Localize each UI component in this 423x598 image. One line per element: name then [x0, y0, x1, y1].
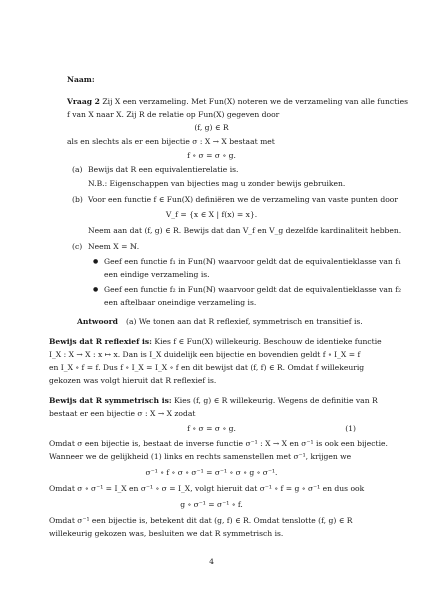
naam-label: Naam: [67, 75, 95, 84]
symmetric-line-3: Omdat σ een bijectie is, bestaat de inverse functie σ⁻¹ : X → X en σ⁻¹ is ook een bijectie. [49, 439, 388, 448]
answer-intro: (a) We tonen aan dat R reflexief, symmetrisch en transitief is. [126, 317, 363, 326]
question-intro-2: f van X naar X. Zij R de relatie op Fun(X) gegeven door [67, 110, 280, 119]
answer-label: Antwoord [77, 317, 118, 326]
part-b-text-2: Neem aan dat (f, g) ∈ R. Bewijs dat dan V_f en V_g dezelfde kardinaliteit hebben. [88, 226, 402, 235]
equation-1-number: (1) [345, 424, 356, 433]
symmetric-line-1 [49, 397, 423, 405]
symmetric-line-4: Wanneer we de gelijkheid (1) links en rechts samenstellen met σ⁻¹, krijgen we [49, 452, 352, 461]
reflexive-line-1 [49, 338, 423, 346]
equation-2: σ⁻¹ ∘ f ∘ σ ∘ σ⁻¹ = σ⁻¹ ∘ σ ∘ g ∘ σ⁻¹. [145, 468, 278, 477]
equation-1: f ∘ σ = σ ∘ g. [187, 424, 236, 433]
question-title: Vraag 2 [67, 97, 100, 106]
part-c-bullet-2b: een aftelbaar oneindige verzameling is. [104, 298, 257, 307]
part-a-text: Bewijs dat R een equivalentierelatie is. [88, 165, 239, 174]
symmetric-line-5: Omdat σ ∘ σ⁻¹ = I_X en σ⁻¹ ∘ σ = I_X, volgt hieruit dat σ⁻¹ ∘ f = g ∘ σ⁻¹ en dus ook [49, 484, 365, 493]
bullet-icon: ● [93, 258, 99, 265]
symmetric-text-1: Kies (f, g) ∈ R willekeurig. Wegens de definitie van R [174, 396, 378, 405]
part-c-label: (c) [72, 242, 83, 251]
reflexive-text-1: Kies f ∈ Fun(X) willekeurig. Beschouw de identieke functie [154, 337, 382, 346]
bullet-icon: ● [93, 286, 99, 293]
symmetric-heading: Bewijs dat R symmetrisch is: [49, 396, 172, 405]
symmetric-line-2: bestaat er een bijectie σ : X → X zodat [49, 409, 196, 418]
reflexive-heading: Bewijs dat R reflexief is: [49, 337, 152, 346]
relation-formula: (f, g) ∈ R [194, 123, 229, 132]
reflexive-line-2: I_X : X → X : x ↦ x. Dan is I_X duidelijk een bijectie en bovendien geldt f ∘ I_X = f [49, 350, 361, 359]
question-intro-1: Zij X een verzameling. Met Fun(X) noteren we de verzameling van alle functies [102, 97, 408, 106]
reflexive-line-3: en I_X ∘ f = f. Dus f ∘ I_X = I_X ∘ f en dit bewijst dat (f, f) ∈ R. Omdat f willekeurig [49, 363, 365, 372]
part-b-formula: V_f = {x ∈ X | f(x) = x}. [165, 210, 258, 219]
page-number: 4 [209, 557, 214, 566]
part-a-note: N.B.: Eigenschappen van bijecties mag u zonder bewijs gebruiken. [88, 179, 346, 188]
symmetric-line-6: Omdat σ⁻¹ een bijectie is, betekent dit dat (g, f) ∈ R. Omdat tenslotte (f, g) ∈ R [49, 516, 353, 525]
question-intro-line-1 [67, 98, 423, 106]
condition-formula: f ∘ σ = σ ∘ g. [187, 151, 236, 160]
part-b-label: (b) [72, 195, 83, 204]
part-c-bullet-1b: een eindige verzameling is. [104, 270, 210, 279]
reflexive-line-4: gekozen was volgt hieruit dat R reflexief is. [49, 376, 217, 385]
part-b-text: Voor een functie f ∈ Fun(X) definiëren we de verzameling van vaste punten door [88, 195, 398, 204]
part-c-bullet-1a: Geef een functie f₁ in Fun(ℕ) waarvoor geldt dat de equivalentieklasse van f₁ [104, 257, 402, 266]
equation-3: g ∘ σ⁻¹ = σ⁻¹ ∘ f. [180, 500, 243, 509]
part-a-label: (a) [72, 165, 83, 174]
part-c-text: Neem X = ℕ. [88, 242, 140, 251]
condition-text: als en slechts als er een bijectie σ : X → X bestaat met [67, 137, 275, 146]
symmetric-line-7: willekeurig gekozen was, besluiten we dat R symmetrisch is. [49, 529, 284, 538]
part-c-bullet-2a: Geef een functie f₂ in Fun(ℕ) waarvoor geldt dat de equivalentieklasse van f₂ [104, 285, 402, 294]
